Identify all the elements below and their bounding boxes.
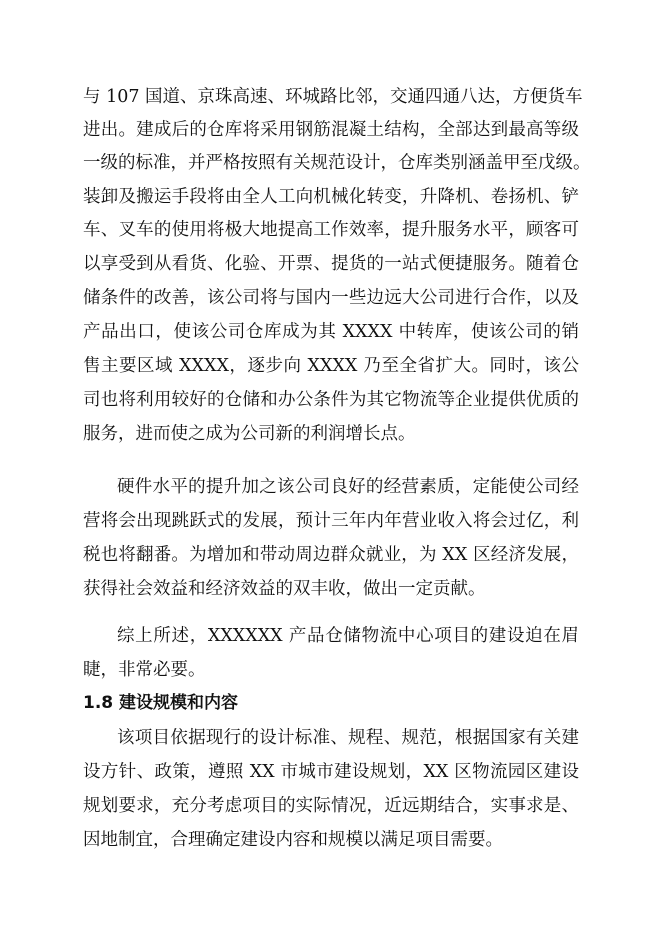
paragraph-line: 服务，进而使之成为公司新的利润增长点。 [83,424,416,444]
paragraph-line: 储条件的改善，该公司将与国内一些边远大公司进行合作，以及 [83,288,579,308]
paragraph-line: 睫，非常必要。 [83,660,206,680]
paragraph-line: 以享受到从看货、化验、开票、提货的一站式便捷服务。随着仓 [83,254,579,274]
paragraph-line: 进出。建成后的仓库将采用钢筋混凝土结构，全部达到最高等级 [83,120,579,140]
paragraph-line: 一级的标准，并严格按照有关规范设计，仓库类别涵盖甲至戊级。 [83,153,591,173]
paragraph-line: 规划要求，充分考虑项目的实际情况，近远期结合，实事求是、 [83,796,579,816]
paragraph-line: 售主要区域 XXXX，逐步向 XXXX 乃至全省扩大。同时，该公 [83,356,579,376]
paragraph-line: 税也将翻番。为增加和带动周边群众就业，为 XX 区经济发展， [83,545,579,565]
paragraph-line: 获得社会效益和经济效益的双丰收，做出一定贡献。 [83,579,486,599]
paragraph-line: 因地制宜，合理确定建设内容和规模以满足项目需要。 [83,830,503,850]
paragraph-line: 产品出口，使该公司仓库成为其 XXXX 中转库，使该公司的销 [83,322,579,342]
paragraph-line: 设方针、政策，遵照 XX 市城市建设规划，XX 区物流园区建设 [83,762,579,782]
paragraph-line: 车、叉车的使用将极大地提高工作效率，提升服务水平，顾客可 [83,220,579,240]
paragraph-line: 综上所述，XXXXXX 产品仓储物流中心项目的建设迫在眉 [117,626,579,646]
paragraph-line: 与 107 国道、京珠高速、环城路比邻，交通四通八达，方便货车 [83,87,583,107]
paragraph-line: 营将会出现跳跃式的发展，预计三年内年营业收入将会过亿，利 [83,511,579,531]
paragraph-line: 装卸及搬运手段将由全人工向机械化转变，升降机、卷扬机、铲 [83,187,579,207]
paragraph-line: 司也将利用较好的仓储和办公条件为其它物流等企业提供优质的 [83,390,579,410]
section-heading: 1.8 建设规模和内容 [83,693,239,713]
paragraph-line: 硬件水平的提升加之该公司良好的经营素质，定能使公司经 [117,477,579,497]
paragraph-line: 该项目依据现行的设计标准、规程、规范，根据国家有关建 [117,728,579,748]
